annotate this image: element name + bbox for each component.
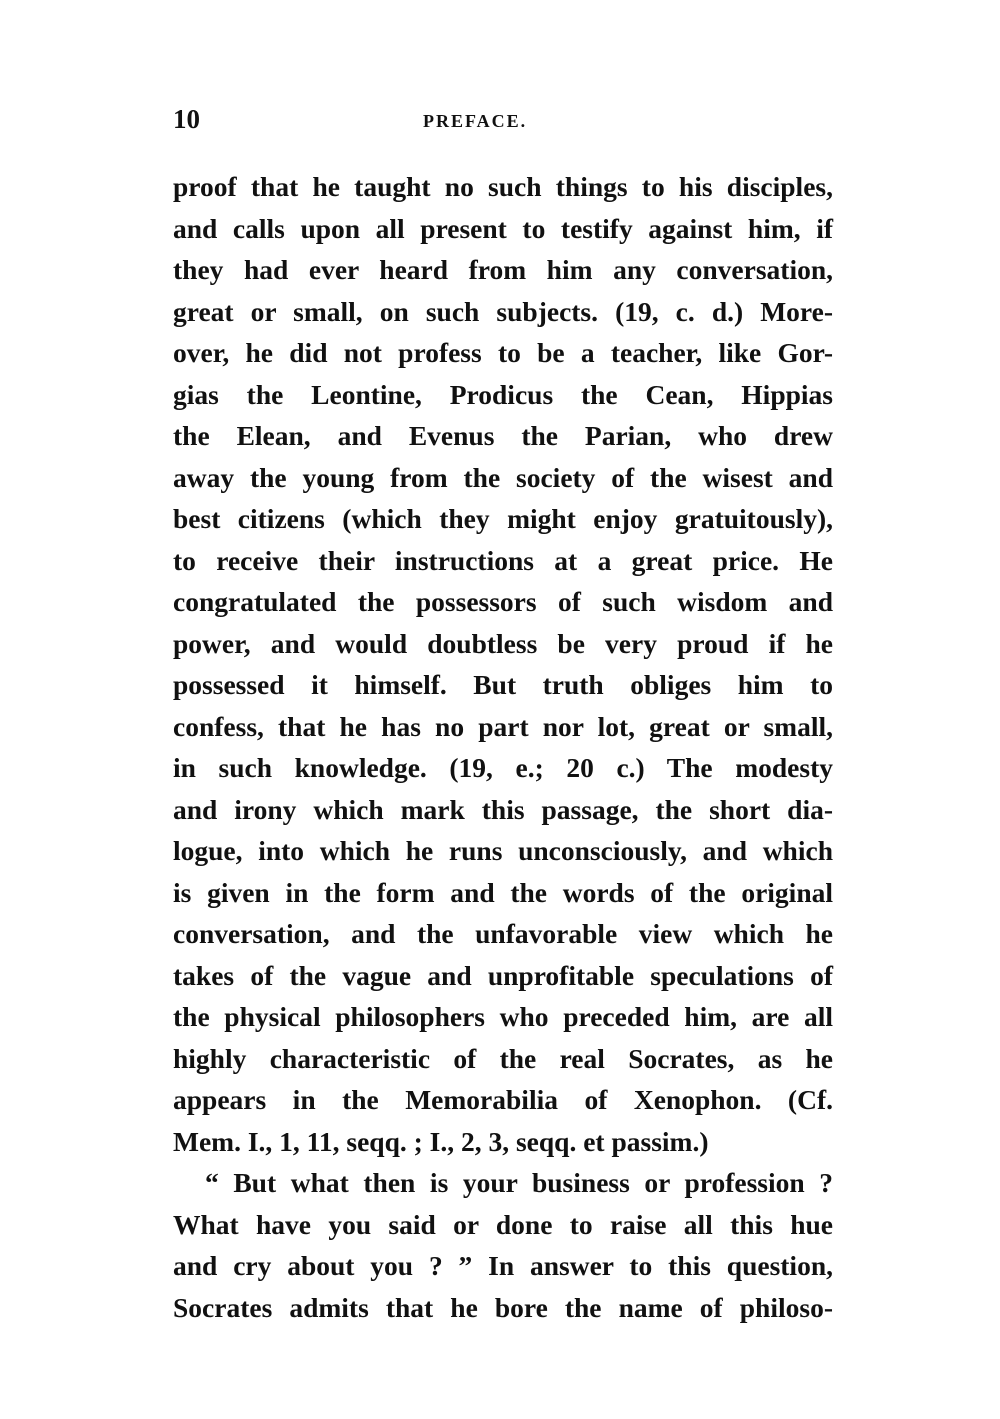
text-line: “ But what then is your business or profession ?: [205, 1167, 833, 1198]
text-line: and calls upon all present to testify against him, if: [173, 212, 833, 244]
text-line: away the young from the society of the wisest and: [173, 461, 833, 493]
text-line: to receive their instructions at a great price. He: [173, 544, 833, 576]
text-line: Mem. I., 1, 11, seqq. ; I., 2, 3, seqq. et passim.): [173, 1125, 709, 1157]
body-text: [173, 166, 833, 1328]
text-line: congratulated the possessors of such wisdom and: [173, 586, 833, 617]
text-line: confess, that he has no part nor lot, great or small,: [173, 710, 833, 742]
text-line: power, and would doubtless be very proud if he: [173, 627, 833, 659]
text-line: takes of the vague and unprofitable speculations of: [173, 959, 833, 991]
text-line: best citizens (which they might enjoy gratuitously),: [173, 503, 833, 534]
text-line: appears in the Memorabilia of Xenophon. (Cf.: [173, 1084, 833, 1115]
text-line: What have you said or done to raise all this hue: [173, 1208, 833, 1240]
text-line: in such knowledge. (19, e.; 20 c.) The modesty: [173, 752, 833, 783]
text-line: Socrates admits that he bore the name of philoso-: [173, 1291, 833, 1323]
text-line: they had ever heard from him any conversation,: [173, 254, 833, 285]
text-line: is given in the form and the words of the original: [173, 876, 833, 908]
text-line: the Elean, and Evenus the Parian, who drew: [173, 420, 833, 451]
running-head: PREFACE.: [423, 111, 528, 131]
text-line: possessed it himself. But truth obliges him to: [173, 669, 833, 700]
text-line: logue, into which he runs unconsciously, and which: [173, 835, 833, 866]
text-line: highly characteristic of the real Socrates, as he: [173, 1042, 833, 1074]
text-line: the physical philosophers who preceded him, are all: [173, 1001, 833, 1032]
text-line: over, he did not profess to be a teacher, like Gor-: [173, 337, 833, 368]
page-number: 10: [173, 104, 200, 134]
text-line: gias the Leontine, Prodicus the Cean, Hippias: [173, 378, 833, 410]
text-line: and irony which mark this passage, the short dia-: [173, 793, 833, 825]
text-line: proof that he taught no such things to his disciples,: [173, 171, 833, 202]
text-line: conversation, and the unfavorable view which he: [173, 918, 833, 949]
page-header: [173, 104, 833, 144]
text-line: great or small, on such subjects. (19, c. d.) More-: [173, 295, 833, 327]
text-line: and cry about you ? ” In answer to this question,: [173, 1250, 833, 1281]
